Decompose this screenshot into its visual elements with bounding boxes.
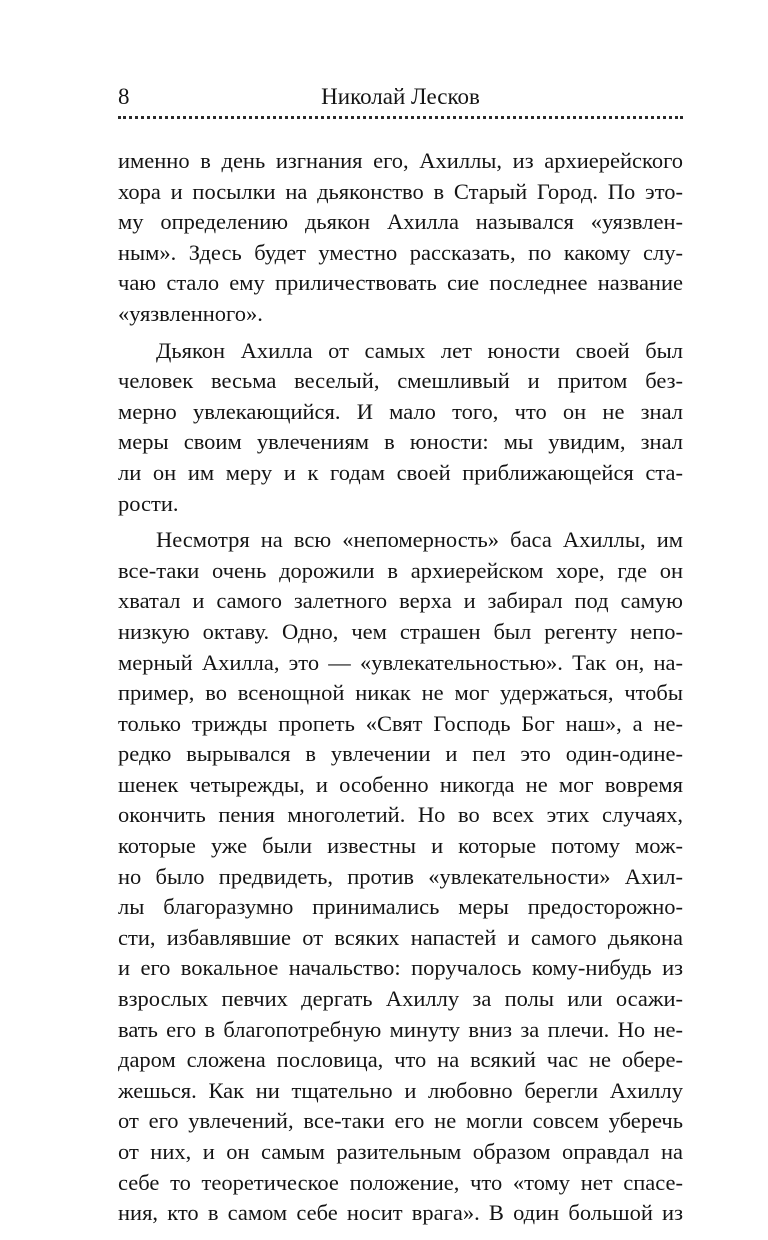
text-line: рости. (118, 490, 179, 516)
text-line: даром сложена пословица, что на всякий час не обере- (118, 1047, 683, 1073)
text-line: шенек четырежды, и особенно никогда не мог вовремя (118, 771, 683, 797)
text-line: ным». Здесь будет уместно рассказать, по какому слу- (118, 239, 683, 265)
page-header (118, 82, 683, 112)
text-line: которые уже были известны и которые потому мож- (118, 833, 683, 859)
body-text (118, 146, 683, 1229)
paragraph (118, 525, 683, 1229)
running-head-author: Николай Лесков (321, 84, 480, 109)
text-line: только трижды пропеть «Свят Господь Бог наш», а не- (118, 710, 683, 736)
header-dotted-rule (118, 116, 683, 119)
text-line: низкую октаву. Одно, чем страшен был регенту непо- (118, 618, 683, 644)
text-line: «уязвленного». (118, 300, 263, 326)
text-line: от них, и он самым разительным образом оправдал на (118, 1139, 683, 1164)
text-line: и его вокальное начальство: поручалось кому-нибудь из (118, 955, 683, 981)
paragraph (118, 146, 683, 330)
text-line: сти, избавлявшие от всяких напастей и самого дьякона (118, 924, 683, 950)
text-line: взрослых певчих дергать Ахиллу за полы или осажи- (118, 986, 683, 1012)
text-line: вать его в благопотребную минуту вниз за плечи. Но не- (118, 1016, 683, 1042)
text-line: окончить пения многолетий. Но во всех этих случаях, (118, 802, 683, 828)
text-line: лы благоразумно принимались меры предосторожно- (118, 894, 683, 920)
text-line: Несмотря на всю «непомерность» баса Ахиллы, им (156, 527, 683, 553)
text-line: человек весьма веселый, смешливый и притом без- (118, 368, 683, 394)
text-line: пример, во всенощной никак не мог удержаться, чтобы (118, 680, 683, 706)
text-line: мерный Ахилла, это — «увлекательностью». Так он, на- (118, 649, 683, 675)
text-line: от его увлечений, все-таки его не могли совсем уберечь (118, 1108, 683, 1134)
text-line: себе то теоретическое положение, что «тому нет спасе- (118, 1169, 683, 1195)
text-line: хватал и самого залетного верха и забирал под самую (118, 588, 683, 614)
text-line: редко вырывался в увлечении и пел это один-одине- (118, 741, 683, 767)
text-line: му определению дьякон Ахилла назывался «уязвлен- (118, 209, 683, 235)
page-number: 8 (118, 84, 130, 109)
text-line: ли он им меру и к годам своей приближающейся ста- (118, 459, 683, 485)
text-line: меры своим увлечениям в юности: мы увидим, знал (118, 429, 683, 455)
text-line: жешься. Как ни тщательно и любовно берегли Ахиллу (118, 1077, 683, 1103)
text-line: именно в день изгнания его, Ахиллы, из архиерейского (118, 148, 683, 173)
text-line: все-таки очень дорожили в архиерейском хоре, где он (118, 557, 683, 583)
text-line: мерно увлекающийся. И мало того, что он не знал (118, 398, 683, 424)
text-line: хора и посылки на дьяконство в Старый Город. По это- (118, 178, 683, 204)
paragraph (118, 336, 683, 520)
text-line: ния, кто в самом себе носит врага». В один большой из (118, 1200, 683, 1226)
text-line: чаю стало ему приличествовать сие последнее название (118, 270, 683, 296)
text-line: Дьякон Ахилла от самых лет юности своей был (156, 337, 683, 363)
text-line: но было предвидеть, против «увлекательности» Ахил- (118, 863, 683, 889)
